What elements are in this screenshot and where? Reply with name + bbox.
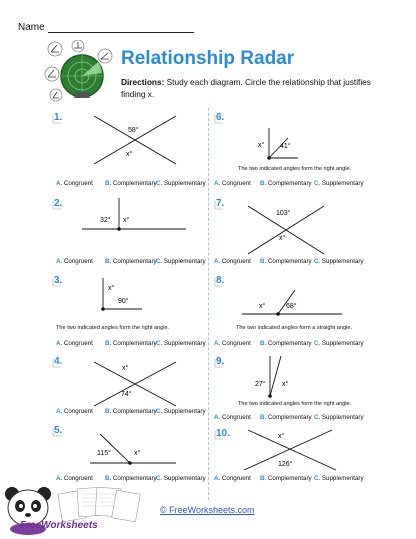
angle-diagram-9 <box>240 352 350 398</box>
angle-label: 27° <box>255 381 266 388</box>
angle-diagram-1 <box>80 108 190 170</box>
problem-number: 10. <box>216 428 230 439</box>
angle-label: x° <box>123 217 130 224</box>
answer-choices <box>56 408 206 418</box>
problem-note: The two indicated angles form a straight angle. <box>236 325 352 331</box>
directions-label: Directions: <box>121 77 165 87</box>
angle-diagram-5 <box>80 428 190 468</box>
choice-a[interactable]: A. Congruent <box>214 414 251 421</box>
choice-b[interactable]: B. Complementary <box>260 340 312 347</box>
brand-name: FreeWorksheets <box>20 520 98 531</box>
angle-label: 90° <box>118 298 129 305</box>
choice-c[interactable]: C. Supplementary <box>156 475 206 482</box>
choice-b[interactable]: B. Complementary <box>105 258 157 265</box>
choice-a[interactable]: A. Congruent <box>56 475 93 482</box>
footer-link[interactable]: © FreeWorksheets.com <box>160 505 255 515</box>
angle-label: x° <box>122 365 129 372</box>
answer-choices <box>56 258 206 268</box>
choice-a[interactable]: A. Congruent <box>214 475 251 482</box>
choice-b[interactable]: B. Complementary <box>105 180 157 187</box>
choice-c[interactable]: C. Supplementary <box>156 408 206 415</box>
angle-label: 32° <box>100 217 111 224</box>
answer-choices <box>214 475 404 485</box>
choice-a[interactable]: A. Congruent <box>214 180 251 187</box>
choice-c[interactable]: C. Supplementary <box>314 258 364 265</box>
choice-c[interactable]: C. Supplementary <box>314 475 364 482</box>
answer-choices <box>214 414 404 424</box>
problem-number: 3. <box>54 275 63 286</box>
choice-c[interactable]: C. Supplementary <box>314 180 364 187</box>
choice-b[interactable]: B. Complementary <box>105 475 157 482</box>
angle-label: 126° <box>278 461 293 468</box>
choice-a[interactable]: A. Congruent <box>56 340 93 347</box>
angle-diagram-8 <box>232 286 352 320</box>
angle-label: x° <box>126 151 133 158</box>
name-line[interactable] <box>48 32 194 33</box>
angle-label: x° <box>259 303 266 310</box>
radar-icon <box>44 40 114 102</box>
angle-label: x° <box>134 450 141 457</box>
choice-c[interactable]: C. Supplementary <box>156 258 206 265</box>
choice-c[interactable]: C. Supplementary <box>156 180 206 187</box>
choice-a[interactable]: A. Congruent <box>56 258 93 265</box>
angle-label: x° <box>108 285 115 292</box>
choice-b[interactable]: B. Complementary <box>260 475 312 482</box>
angle-diagram-6 <box>240 124 350 164</box>
angle-label: 68° <box>286 303 297 310</box>
choice-a[interactable]: A. Congruent <box>56 408 93 415</box>
angle-diagram-10 <box>232 424 352 474</box>
choice-b[interactable]: B. Complementary <box>105 340 157 347</box>
problem-note: The two indicated angles form the right angle. <box>238 166 352 172</box>
angle-label: x° <box>278 433 285 440</box>
problem-number: 8. <box>216 275 225 286</box>
angle-diagram-3 <box>80 276 190 318</box>
angle-label: 41° <box>280 143 291 150</box>
choice-b[interactable]: B. Complementary <box>260 414 312 421</box>
angle-label: x° <box>258 142 265 149</box>
name-label: Name <box>18 22 45 33</box>
choice-a[interactable]: A. Congruent <box>214 340 251 347</box>
choice-b[interactable]: B. Complementary <box>105 408 157 415</box>
problem-note: The two indicated angles form the right angle. <box>238 401 352 407</box>
choice-a[interactable]: A. Congruent <box>214 258 251 265</box>
choice-a[interactable]: A. Congruent <box>56 180 93 187</box>
directions <box>121 76 393 100</box>
problem-number: 4. <box>54 356 63 367</box>
angle-label: 103° <box>276 210 291 217</box>
problem-number: 9. <box>216 356 225 367</box>
angle-label: 58° <box>128 127 139 134</box>
angle-label: x° <box>279 235 286 242</box>
page-title: Relationship Radar <box>121 48 295 69</box>
answer-choices <box>56 340 206 350</box>
angle-diagram-4 <box>80 354 190 412</box>
angle-label: 74° <box>121 391 132 398</box>
angle-label: x° <box>282 381 289 388</box>
angle-diagram-7 <box>232 198 342 260</box>
problem-number: 5. <box>54 425 63 436</box>
problem-note: The two indicated angles form the right angle. <box>56 325 170 331</box>
directions-text: Study each diagram. Circle the relationship that justifies finding x. <box>121 77 371 99</box>
problem-number: 7. <box>216 198 225 209</box>
choice-b[interactable]: B. Complementary <box>260 180 312 187</box>
choice-b[interactable]: B. Complementary <box>260 258 312 265</box>
choice-c[interactable]: C. Supplementary <box>156 340 206 347</box>
problem-number: 1. <box>54 112 63 123</box>
angle-diagram-2 <box>80 196 190 238</box>
answer-choices <box>214 180 404 190</box>
angle-label: 115° <box>97 450 111 457</box>
answer-choices <box>214 258 404 268</box>
answer-choices <box>56 180 206 190</box>
worksheet-thumbnails-icon <box>56 484 142 522</box>
choice-c[interactable]: C. Supplementary <box>314 414 364 421</box>
problem-number: 2. <box>54 198 63 209</box>
answer-choices <box>214 340 404 350</box>
column-divider <box>208 108 209 500</box>
problem-number: 6. <box>216 112 225 123</box>
choice-c[interactable]: C. Supplementary <box>314 340 364 347</box>
